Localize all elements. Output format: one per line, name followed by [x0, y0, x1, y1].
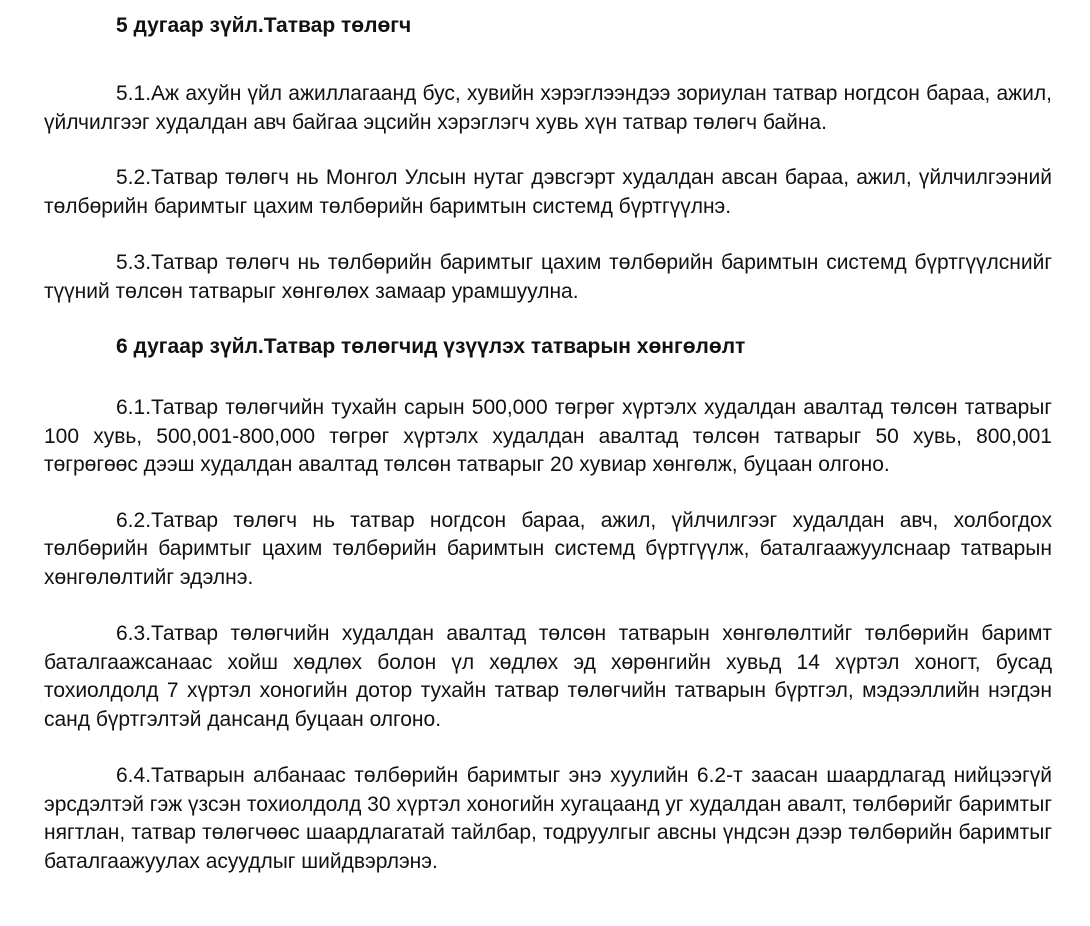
- document-page: [44, 10, 1052, 876]
- article-6-heading: 6 дугаар зүйл.Татвар төлөгчид үзүүлэх татварын хөнгөлөлт: [116, 335, 746, 358]
- clause-6-3: 6.3.Татвар төлөгчийн худалдан авалтад төлсөн татварын хөнгөлөлтийг төлбөрийн баримт баталгаажсанаас хойш хөдлөх болон үл хөдлөх эд хөрөнгийн хувьд 14 хүртэл хоногт, бусад тохиолдолд 7 хүртэл хоногийн дотор тухайн татвар төлөгчийн татварын бүртгэл, мэдээллийн нэгдэн санд бүртгэлтэй дансанд буцаан олгоно.: [44, 622, 1052, 731]
- clause-5-3: 5.3.Татвар төлөгч нь төлбөрийн баримтыг цахим төлбөрийн баримтын системд бүртгүүлснийг түүний төлсөн татварыг хөнгөлөх замаар урамшуулна.: [44, 251, 1052, 303]
- clause-5-1: 5.1.Аж ахуйн үйл ажиллагаанд бус, хувийн хэрэглээндээ зориулан татвар ногдсон бараа, ажил, үйлчилгээг худалдан авч байгаа эцсийн хэрэглэгч хувь хүн татвар төлөгч байна.: [44, 82, 1052, 134]
- article-5-heading: 5 дугаар зүйл.Татвар төлөгч: [116, 14, 412, 37]
- clause-6-2: 6.2.Татвар төлөгч нь татвар ногдсон бараа, ажил, үйлчилгээг худалдан авч, холбогдох төлбөрийн баримтыг цахим төлбөрийн баримтын системд бүртгүүлж, баталгаажуулснаар татварын хөнгөлөлтийг эдэлнэ.: [44, 508, 1052, 589]
- clause-6-4: 6.4.Татварын албанаас төлбөрийн баримтыг энэ хуулийн 6.2-т заасан шаардлагад нийцээгүй эрсдэлтэй гэж үзсэн тохиолдолд 30 хүртэл хоногийн хугацаанд уг худалдан авалт, төлбөрийг баримтыг нягтлан, татвар төлөгчөөс шаардлагатай тайлбар, тодруулгыг авсны үндсэн дээр төлбөрийн баримтыг баталгаажуулах асуудлыг шийдвэрлэнэ.: [44, 764, 1052, 873]
- clause-5-2: 5.2.Татвар төлөгч нь Монгол Улсын нутаг дэвсгэрт худалдан авсан бараа, ажил, үйлчилгээний төлбөрийн баримтыг цахим төлбөрийн баримтын системд бүртгүүлнэ.: [44, 166, 1052, 218]
- clause-6-1: 6.1.Татвар төлөгчийн тухайн сарын 500,000 төгрөг хүртэлх худалдан авалтад төлсөн татварыг 100 хувь, 500,001-800,000 төгрөг хүртэлх худалдан авалтад төлсөн татварыг 50 хувь, 800,001 төгрөгөөс дээш худалдан авалтад төлсөн татварыг 20 хувиар хөнгөлж, буцаан олгоно.: [44, 396, 1052, 476]
